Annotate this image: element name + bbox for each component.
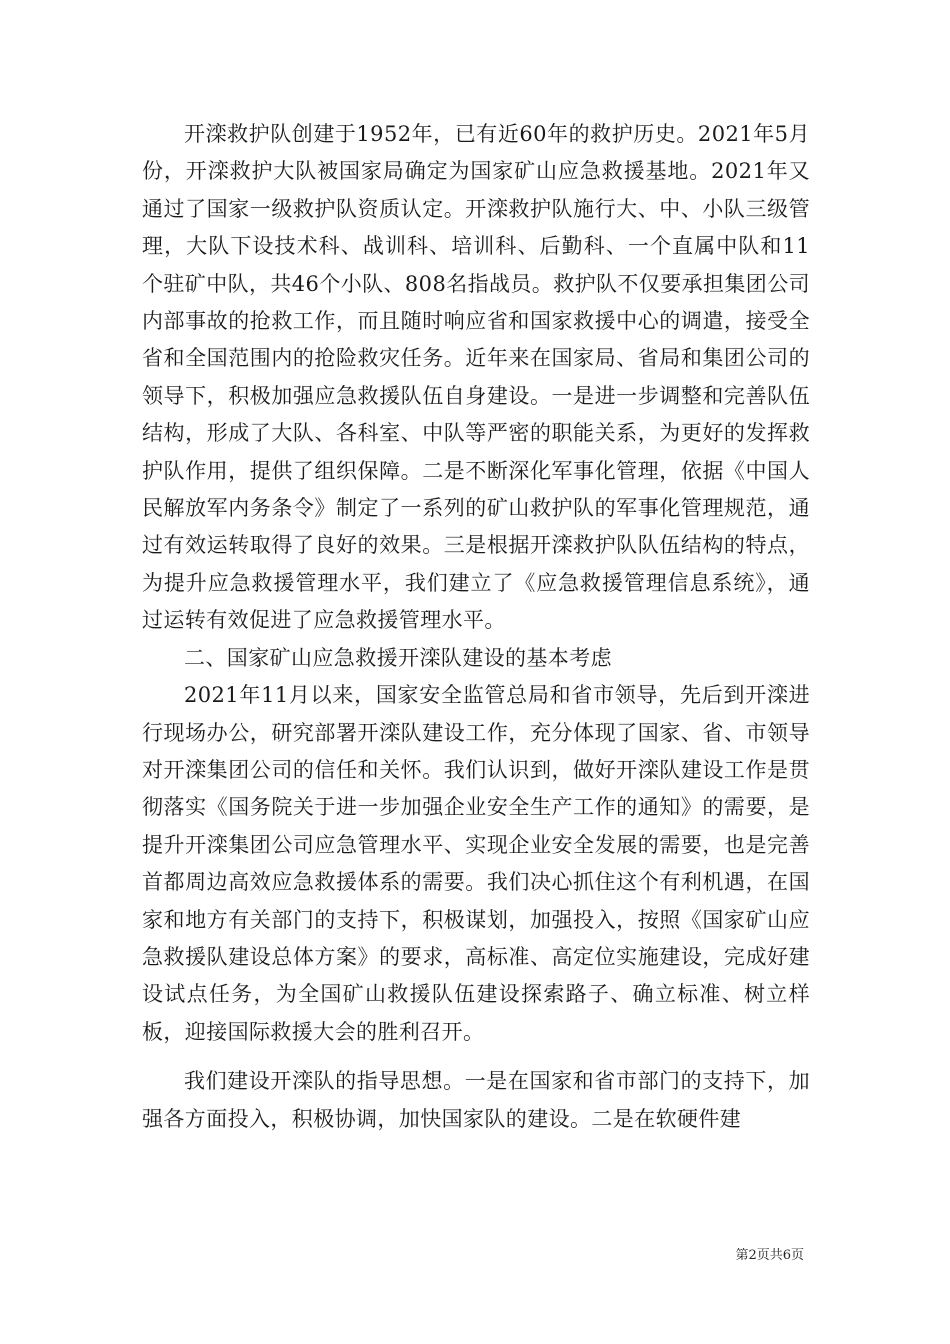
page-number-footer: 第2页共6页: [735, 1248, 804, 1263]
paragraph-guiding-ideology: 我们建设开滦队的指导思想。一是在国家和省市部门的支持下，加强各方面投入，积极协调，加快国家队的建设。二是在软硬件建: [142, 1069, 810, 1131]
paragraph-construction-overview: 2021年11月以来，国家安全监管总局和省市领导，先后到开滦进行现场办公，研究部署开滦队建设工作，充分体现了国家、省、市领导对开滦集团公司的信任和关怀。我们认识到，做好开滦队建设工作是贯彻落实《国务院关于进一步加强企业安全生产工作的通知》的需要，是提升开滦集团公司应急管理水平、实现企业安全发展的需要，也是完善首都周边高效应急救援体系的需要。我们决心抓住这个有利机遇，在国家和地方有关部门的支持下，积极谋划，加强投入，按照《国家矿山应急救援队建设总体方案》的要求，高标准、高定位实施建设，完成好建设试点任务，为全国矿山救援队伍建设探索路子、确立标准、树立样板，迎接国际救援大会的胜利召开。: [142, 683, 810, 1044]
section-heading: 二、国家矿山应急救援开滦队建设的基本考虑: [184, 645, 612, 670]
document-body: [142, 116, 810, 1138]
paragraph-history: 开滦救护队创建于1952年，已有近60年的救护历史。2021年5月份，开滦救护大队被国家局确定为国家矿山应急救援基地。2021年又通过了国家一级救护队资质认定。开滦救护队施行大、中、小队三级管理，大队下设技术科、战训科、培训科、后勤科、一个直属中队和11个驻矿中队，共46个小队、808名指战员。救护队不仅要承担集团公司内部事故的抢救工作，而且随时响应省和国家救援中心的调遣，接受全省和全国范围内的抢险救灾任务。近年来在国家局、省局和集团公司的领导下，积极加强应急救援队伍自身建设。一是进一步调整和完善队伍结构，形成了大队、各科室、中队等严密的职能关系，为更好的发挥救护队作用，提供了组织保障。二是不断深化军事化管理，依据《中国人民解放军内务条令》制定了一系列的矿山救护队的军事化管理规范，通过有效运转取得了良好的效果。三是根据开滦救护队队伍结构的特点，为提升应急救援管理水平，我们建立了《应急救援管理信息系统》，通过运转有效促进了应急救援管理水平。: [142, 122, 811, 633]
